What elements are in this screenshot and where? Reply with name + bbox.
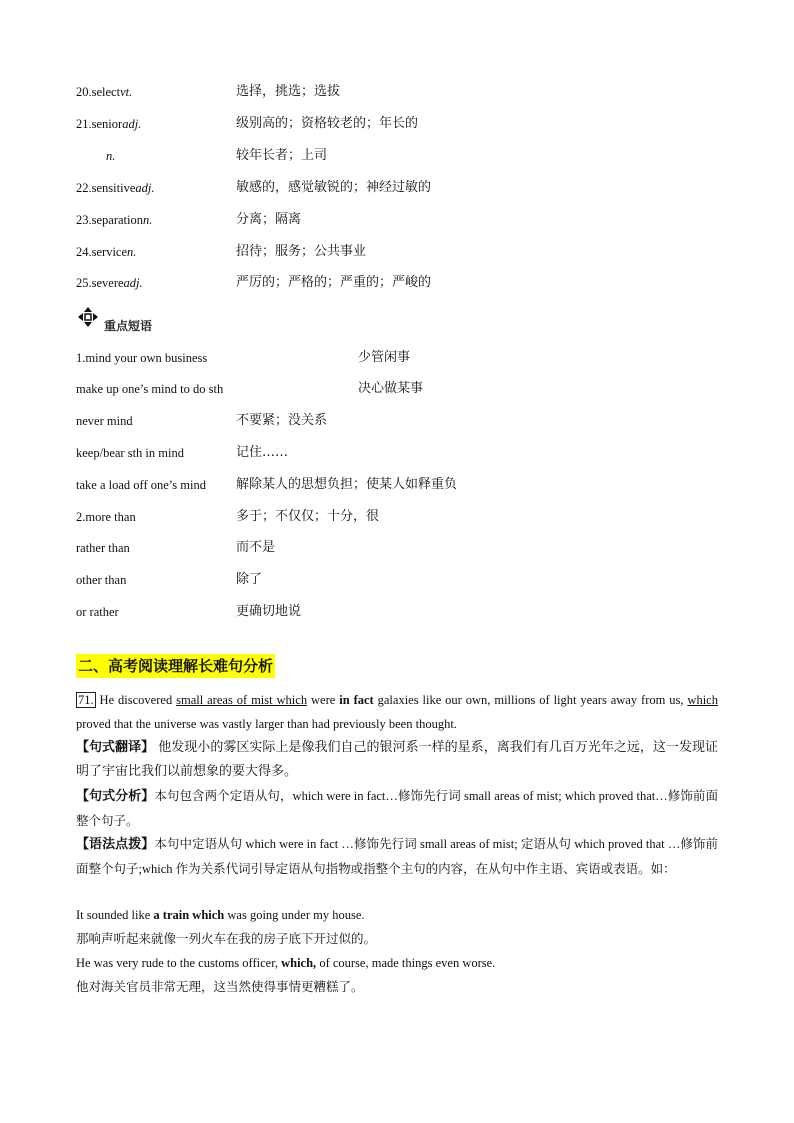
vocab-row	[76, 116, 419, 132]
phrase-en: other than	[76, 573, 127, 587]
example-line	[76, 954, 495, 972]
phrase-en: rather than	[76, 541, 130, 555]
analysis-label: 【句式分析】	[76, 789, 155, 804]
phrases-title: 重点短语	[104, 319, 153, 333]
phrase-row	[76, 445, 289, 461]
vocab-row	[76, 244, 367, 260]
grammar-label: 【语法点拨】	[76, 837, 155, 852]
translation-paragraph	[76, 736, 718, 784]
vocab-term: 24.service	[76, 245, 128, 259]
vocab-pos: adj.	[135, 181, 155, 195]
phrase-cn: 少管闲事	[358, 350, 411, 365]
phrase-row	[76, 604, 302, 620]
example-text: He was very rude to the customs officer,	[76, 956, 282, 970]
phrase-en: keep/bear sth in mind	[76, 446, 184, 460]
vocab-meaning: 分离；隔离	[236, 212, 302, 227]
sentence-text: galaxies like our own, millions of light years away from us,	[373, 693, 688, 707]
phrase-row	[76, 509, 380, 525]
grammar-text: 本句中定语从句 which were in fact …修饰先行词 small areas of mist; 定语从句 which proved that …修饰前面整个句子;which 作为关系代词引导定语从句指物或指整个主句的内容，在从句中作主语、宾语或表语。如：	[76, 837, 718, 876]
vocab-sub-meaning: 较年长者；上司	[236, 148, 328, 163]
example-translation: 那响声听起来就像一列火车在我的房子底下开过似的。	[76, 931, 377, 946]
sentence-text: He discovered	[95, 693, 177, 707]
phrase-cn: 解除某人的思想负担；使某人如释重负	[236, 477, 458, 492]
vocab-meaning: 招待；服务；公共事业	[236, 244, 367, 259]
example-sentence	[76, 688, 718, 736]
vocab-term: 21.senior	[76, 117, 123, 131]
example-bold: which,	[281, 956, 317, 970]
analysis-paragraph	[76, 784, 718, 833]
vocab-meaning: 级别高的；资格较老的；年长的	[236, 116, 419, 131]
underlined-phrase: which	[687, 693, 718, 707]
bold-phrase: in fact	[339, 693, 374, 707]
example-text: was going under my house.	[224, 908, 365, 922]
vocab-meaning: 严厉的；严格的；严重的；严峻的	[236, 275, 432, 290]
vocab-term: 23.separation	[76, 213, 143, 227]
vocab-sub-pos: n.	[106, 149, 116, 163]
phrase-en: 1.mind your own business	[76, 351, 208, 365]
phrase-row	[76, 572, 263, 588]
vocab-row	[76, 212, 302, 228]
section-heading: 二、高考阅读理解长难句分析	[76, 654, 275, 678]
vocab-term: 25.severe	[76, 276, 124, 290]
example-bold: a train which	[153, 908, 225, 922]
vocab-row	[76, 84, 341, 100]
phrase-en: or rather	[76, 605, 119, 619]
analysis-text: 本句包含两个定语从句，which were in fact…修饰先行词 small areas of mist; which proved that…修饰前面整个句子。	[76, 789, 718, 828]
vocab-row	[76, 275, 432, 291]
phrase-row	[76, 350, 411, 366]
phrase-cn: 决心做某事	[358, 381, 424, 396]
vocab-pos: n.	[143, 213, 153, 227]
phrase-row	[76, 381, 424, 397]
four-arrows-icon	[77, 306, 99, 328]
phrase-cn: 不要紧；没关系	[236, 413, 328, 428]
sentence-number: 71.	[78, 693, 94, 707]
phrase-en: 2.more than	[76, 510, 136, 524]
phrase-en: take a load off one’s mind	[76, 478, 206, 492]
example-translation: 他对海关官员非常无理，这当然使得事情更糟糕了。	[76, 979, 364, 994]
example-text: It sounded like	[76, 908, 154, 922]
vocab-pos: vt.	[120, 85, 133, 99]
translation-label: 【句式翻译】	[76, 740, 155, 755]
vocab-term: 20.select	[76, 85, 121, 99]
vocab-meaning: 选择，挑选；选拔	[236, 84, 341, 99]
vocab-pos: adj.	[123, 276, 143, 290]
translation-text: 他发现小的雾区实际上是像我们自己的银河系一样的星系，离我们有几百万光年之远，这一发现证明了宇宙比我们以前想象的要大得多。	[76, 740, 718, 779]
grammar-paragraph	[76, 832, 718, 881]
vocab-pos: n.	[127, 245, 137, 259]
vocab-meaning: 敏感的，感觉敏锐的；神经过敏的	[236, 180, 432, 195]
phrase-cn: 更确切地说	[236, 604, 302, 619]
phrase-cn: 记住……	[236, 445, 289, 460]
phrase-cn: 多于；不仅仅；十分，很	[236, 509, 380, 524]
phrase-row	[76, 540, 276, 556]
phrase-en: make up one’s mind to do sth	[76, 382, 224, 396]
sentence-text: proved that the universe was vastly larger than had previously been thought.	[76, 717, 457, 731]
vocab-row	[76, 180, 432, 196]
phrase-row	[76, 413, 328, 429]
example-text: of course, made things even worse.	[316, 956, 496, 970]
sentence-text: were	[307, 693, 340, 707]
phrase-row	[76, 477, 458, 493]
vocab-pos: adj.	[122, 117, 142, 131]
phrase-cn: 除了	[236, 572, 263, 587]
phrase-en: never mind	[76, 414, 133, 428]
example-line	[76, 906, 365, 924]
underlined-phrase: small areas of mist which	[176, 693, 308, 707]
phrase-cn: 而不是	[236, 540, 276, 555]
vocab-term: 22.sensitive	[76, 181, 136, 195]
